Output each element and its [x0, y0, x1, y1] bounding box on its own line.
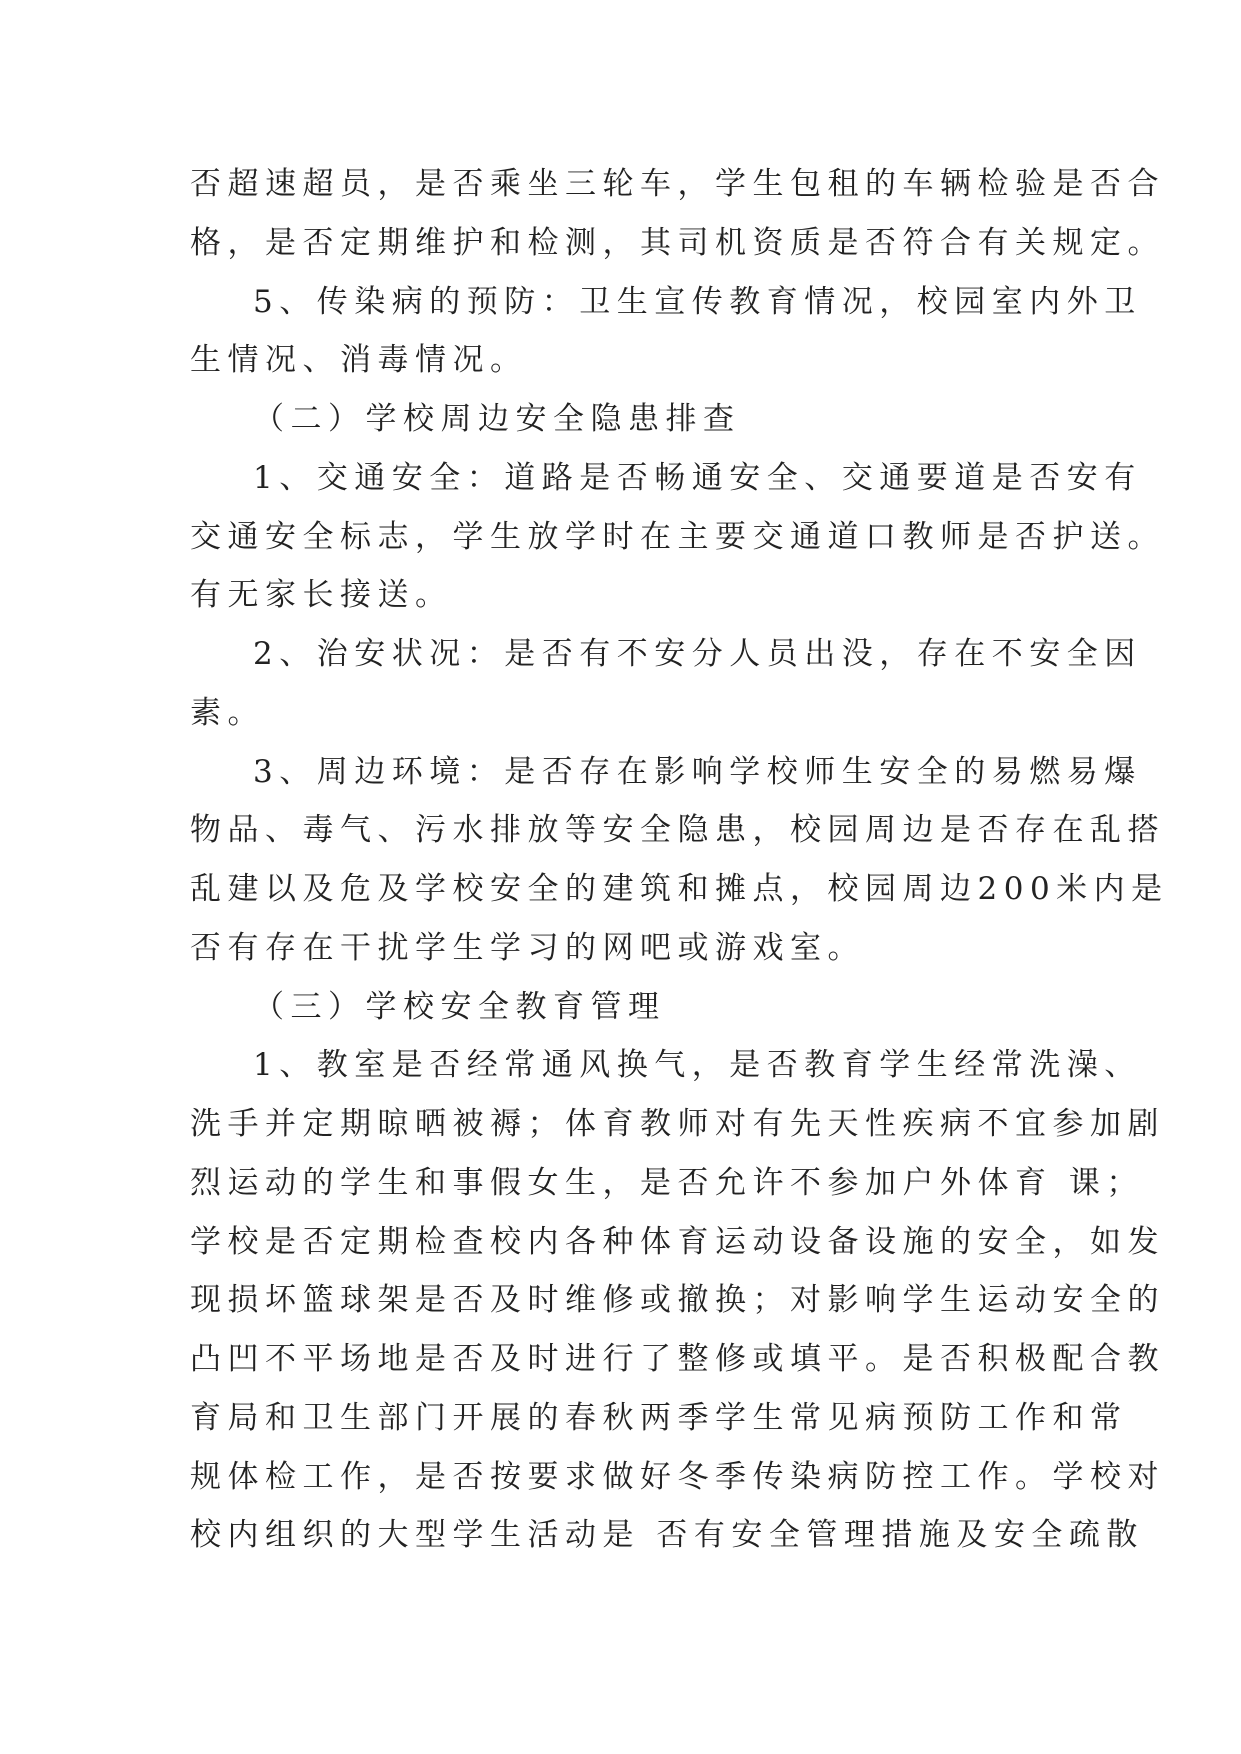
text-line: 素。 — [190, 695, 265, 731]
text-line: 校内组织的大型学生活动是 否有安全管理措施及安全疏散 — [190, 1517, 1144, 1553]
section-heading: （三）学校安全教育管理 — [253, 989, 666, 1025]
paragraph-start-line: 5、传染病的预防：卫生宣传教育情况，校园室内外卫 — [253, 284, 1142, 320]
paragraph-start-line: 1、交通安全：道路是否畅通安全、交通要道是否安有 — [253, 460, 1142, 496]
text-line: 生情况、消毒情况。 — [190, 342, 528, 378]
text-line: 现损坏篮球架是否及时维修或撤换；对影响学生运动安全的 — [190, 1282, 1165, 1318]
text-line: 烈运动的学生和事假女生，是否允许不参加户外体育 课； — [190, 1165, 1144, 1201]
text-line: 乱建以及危及学校安全的建筑和摊点，校园周边200米内是 — [190, 871, 1169, 907]
text-line: 洗手并定期晾晒被褥；体育教师对有先天性疾病不宜参加剧 — [190, 1106, 1165, 1142]
paragraph-start-line: 3、周边环境：是否存在影响学校师生安全的易燃易爆 — [253, 754, 1142, 790]
text-line: 学校是否定期检查校内各种体育运动设备设施的安全，如发 — [190, 1224, 1165, 1260]
text-line: 规体检工作，是否按要求做好冬季传染病防控工作。学校对 — [190, 1459, 1165, 1495]
paragraph-start-line: 1、教室是否经常通风换气，是否教育学生经常洗澡、 — [253, 1047, 1142, 1083]
text-line: 格，是否定期维护和检测，其司机资质是否符合有关规定。 — [190, 225, 1165, 261]
text-line: 交通安全标志，学生放学时在主要交通道口教师是否护送。 — [190, 519, 1165, 555]
text-line: 物品、毒气、污水排放等安全隐患，校园周边是否存在乱搭 — [190, 812, 1165, 848]
paragraph-start-line: 2、治安状况：是否有不安分人员出没，存在不安全因 — [253, 636, 1142, 672]
text-line: 否超速超员，是否乘坐三轮车，学生包租的车辆检验是否合 — [190, 166, 1165, 202]
section-heading: （二）学校周边安全隐患排查 — [253, 401, 741, 437]
text-line: 育局和卫生部门开展的春秋两季学生常见病预防工作和常 — [190, 1400, 1128, 1436]
text-line: 否有存在干扰学生学习的网吧或游戏室。 — [190, 930, 865, 966]
text-line: 有无家长接送。 — [190, 577, 453, 613]
text-line: 凸凹不平场地是否及时进行了整修或填平。是否积极配合教 — [190, 1341, 1165, 1377]
